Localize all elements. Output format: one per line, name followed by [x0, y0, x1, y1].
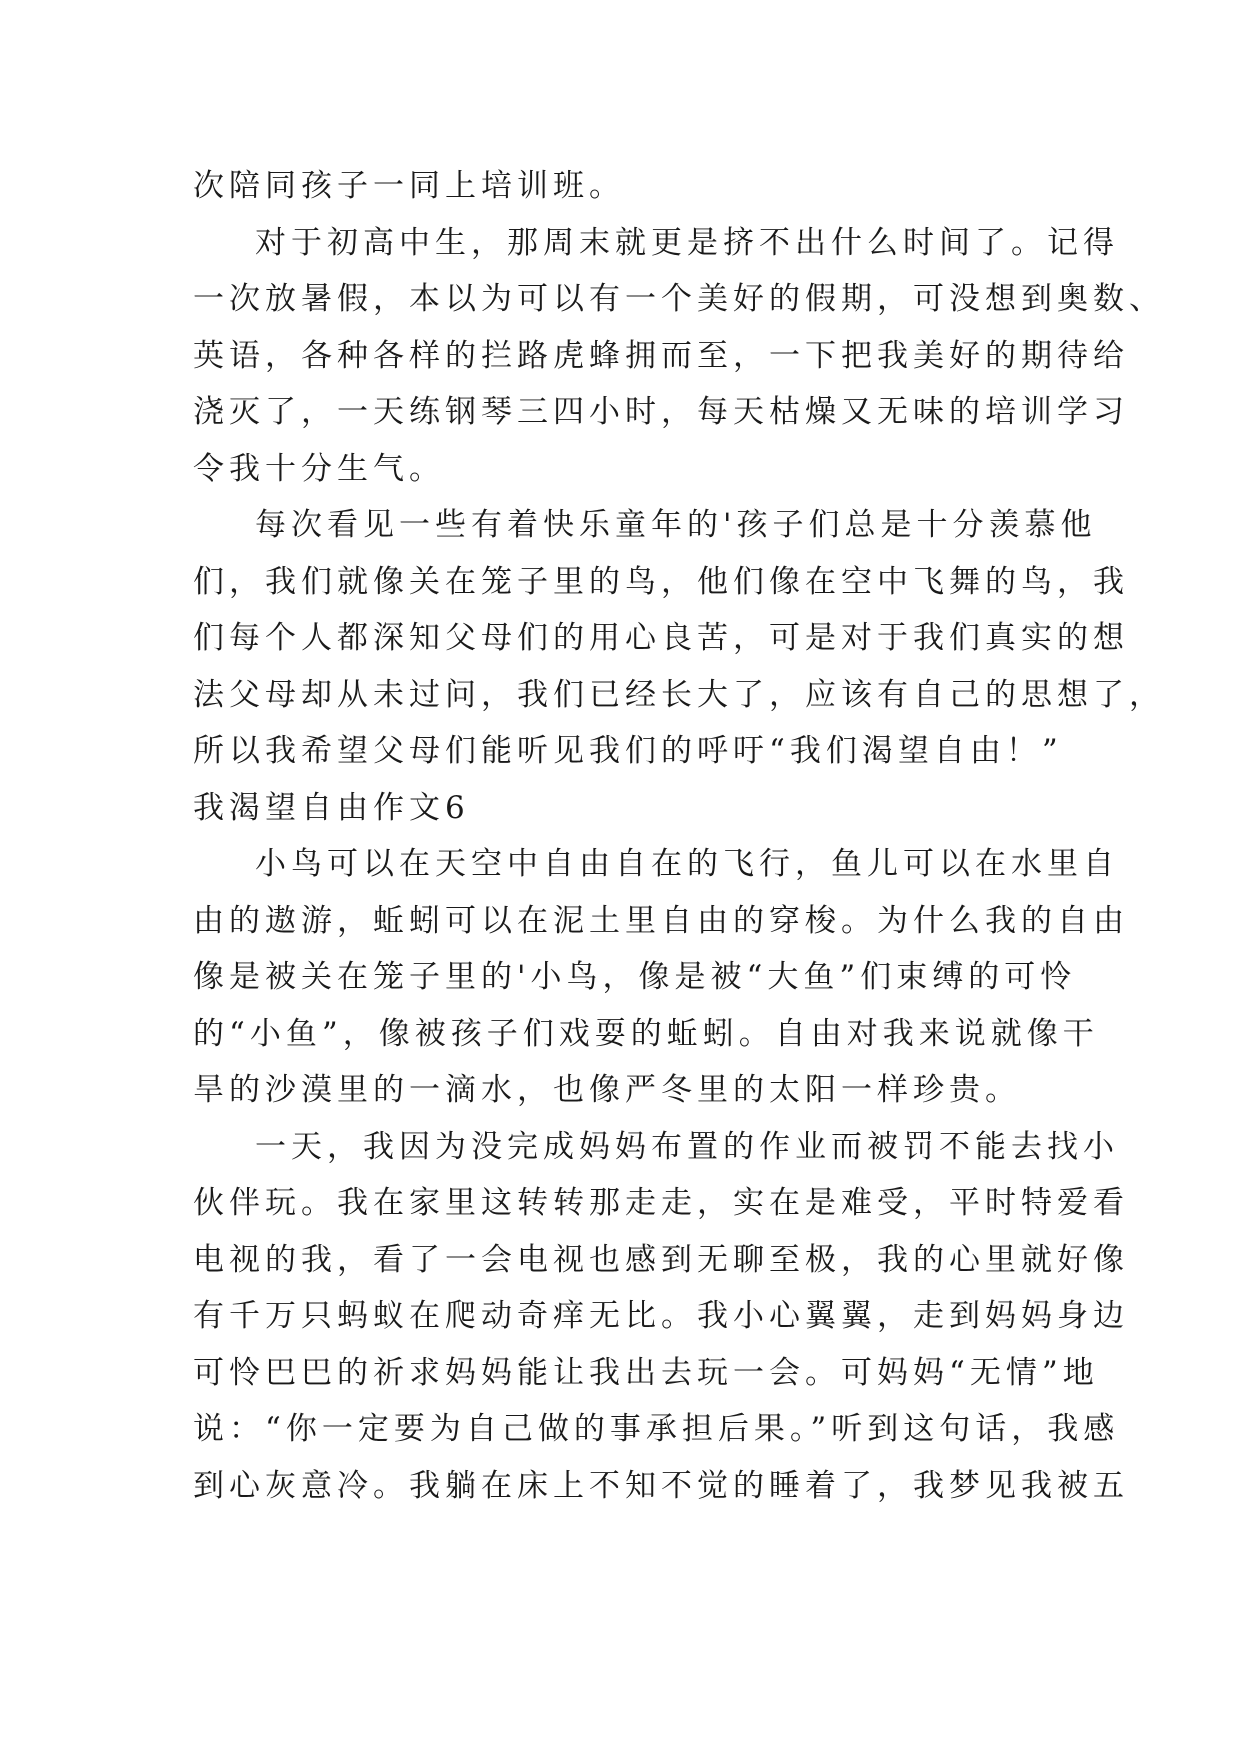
paragraph-first-line: 一天，我因为没完成妈妈布置的作业而被罚不能去找小 [255, 1128, 1119, 1165]
section-heading: 我渴望自由作文6 [193, 789, 470, 826]
document-body [193, 158, 1165, 1514]
text-line: 像是被关在笼子里的'小鸟，像是被“大鱼”们束缚的可怜 [193, 959, 1077, 995]
text-line: 由的遨游，蚯蚓可以在泥土里自由的穿梭。为什么我的自由 [193, 902, 1129, 939]
text-line: 们，我们就像关在笼子里的鸟，他们像在空中飞舞的鸟，我 [193, 563, 1129, 600]
text-line: 的“小鱼”，像被孩子们戏耍的蚯蚓。自由对我来说就像干 [193, 1015, 1099, 1052]
text-line: 可怜巴巴的祈求妈妈能让我出去玩一会。可妈妈“无情”地 [193, 1354, 1099, 1391]
text-line: 一次放暑假，本以为可以有一个美好的假期，可没想到奥数、 [193, 281, 1165, 317]
text-line: 说：“你一定要为自己做的事承担后果。”听到这句话，我感 [193, 1411, 1120, 1447]
text-line: 有千万只蚂蚁在爬动奇痒无比。我小心翼翼，走到妈妈身边 [193, 1298, 1129, 1334]
paragraph-first-line: 每次看见一些有着快乐童年的'孩子们总是十分羡慕他 [255, 507, 1097, 543]
text-line: 英语，各种各样的拦路虎蜂拥而至，一下把我美好的期待给 [193, 337, 1129, 374]
paragraph-first-line: 小鸟可以在天空中自由自在的飞行，鱼儿可以在水里自 [255, 846, 1119, 882]
paragraph-first-line: 对于初高中生，那周末就更是挤不出什么时间了。记得 [255, 224, 1119, 261]
text-line: 次陪同孩子一同上培训班。 [193, 168, 625, 204]
text-line: 们每个人都深知父母们的用心良苦，可是对于我们真实的想 [193, 620, 1129, 656]
text-line: 法父母却从未过问，我们已经长大了，应该有自己的思想了， [193, 676, 1165, 713]
text-line: 所以我希望父母们能听见我们的呼吁“我们渴望自由！” [193, 733, 1063, 769]
text-line: 浇灭了，一天练钢琴三四小时，每天枯燥又无味的培训学习 [193, 394, 1129, 430]
text-line: 令我十分生气。 [193, 450, 445, 487]
text-line: 伙伴玩。我在家里这转转那走走，实在是难受，平时特爱看 [193, 1185, 1129, 1221]
text-line: 电视的我，看了一会电视也感到无聊至极，我的心里就好像 [193, 1241, 1129, 1278]
text-line: 旱的沙漠里的一滴水，也像严冬里的太阳一样珍贵。 [193, 1072, 1021, 1108]
text-line: 到心灰意冷。我躺在床上不知不觉的睡着了，我梦见我被五 [193, 1467, 1129, 1504]
